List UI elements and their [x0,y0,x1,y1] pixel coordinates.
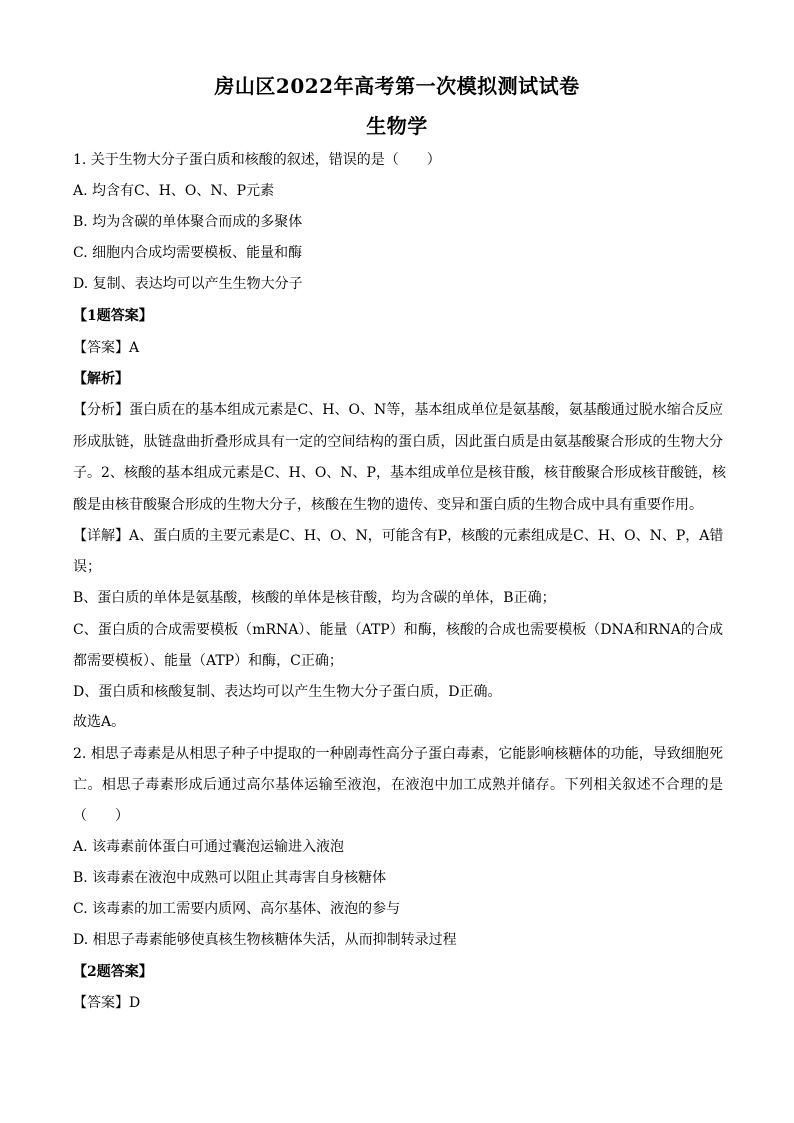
q1-detail-line: 【详解】A、蛋白质的主要元素是C、H、O、N，可能含有P，核酸的元素组成是C、H、O、N、P，A错 [73,528,724,544]
q1-detail-line: 误； [73,559,101,575]
subject-title: 生物学 [366,114,428,138]
q1-detail-line: D、蛋白质和核酸复制、表达均可以产生生物大分子蛋白质，D正确。 [73,684,502,700]
q2-stem-line: （ ） [73,808,129,824]
q2-section-tag: 【2题答案】 [73,964,153,980]
q1-section-tag: 【1题答案】 [73,308,153,324]
q1-option-a: A. 均含有C、H、O、N、P元素 [73,183,275,199]
exam-title: 房山区2022年高考第一次模拟测试试卷 [214,74,580,98]
q2-option-a: A. 该毒素前体蛋白可通过囊泡运输进入液泡 [73,839,345,855]
q1-analysis-line: 【分析】蛋白质在的基本组成元素是C、H、O、N等，基本组成单位是氨基酸，氨基酸通过脱水缩合反应 [73,402,723,418]
q1-detail-line: 故选A。 [73,714,126,730]
q2-stem-line: 2. 相思子毒素是从相思子种子中提取的一种剧毒性高分子蛋白毒素，它能影响核糖体的功能，导致细胞死 [73,746,723,762]
q1-option-c: C. 细胞内合成均需要模板、能量和酶 [73,245,303,261]
q1-option-b: B. 均为含碳的单体聚合而成的多聚体 [73,214,303,230]
q2-option-d: D. 相思子毒素能够使真核生物核糖体失活，从而抑制转录过程 [73,932,457,948]
q2-stem-line: 亡。相思子毒素形成后通过高尔基体运输至液泡，在液泡中加工成熟并储存。下列相关叙述不合理的是 [73,777,723,793]
q1-analysis-line: 酸是由核苷酸聚合形成的生物大分子，核酸在生物的遗传、变异和蛋白质的生物合成中具有重要作用。 [73,497,703,513]
q1-answer: 【答案】A [73,340,140,356]
q1-detail-line: B、蛋白质的单体是氨基酸，核酸的单体是核苷酸，均为含碳的单体，B正确； [73,590,556,606]
q1-analysis-line: 形成肽链，肽链盘曲折叠形成具有一定的空间结构的蛋白质，因此蛋白质是由氨基酸聚合形成的生物大分 [73,434,723,450]
q1-detail-line: C、蛋白质的合成需要模板（mRNA）、能量（ATP）和酶，核酸的合成也需要模板（DNA和RNA的合成 [73,622,723,638]
q2-answer: 【答案】D [73,995,141,1011]
q1-analysis-line: 子。2、核酸的基本组成元素是C、H、O、N、P，基本组成单位是核苷酸，核苷酸聚合形成核苷酸链，核 [73,465,726,481]
q1-detail-line: 都需要模板）、能量（ATP）和酶，C正确； [73,653,343,669]
q2-option-c: C. 该毒素的加工需要内质网、高尔基体、液泡的参与 [73,901,401,917]
q1-stem: 1. 关于生物大分子蛋白质和核酸的叙述，错误的是（ ） [73,152,441,168]
q2-option-b: B. 该毒素在液泡中成熟可以阻止其毒害自身核糖体 [73,870,387,886]
q1-analysis-tag: 【解析】 [73,371,129,387]
q1-option-d: D. 复制、表达均可以产生生物大分子 [73,276,303,292]
